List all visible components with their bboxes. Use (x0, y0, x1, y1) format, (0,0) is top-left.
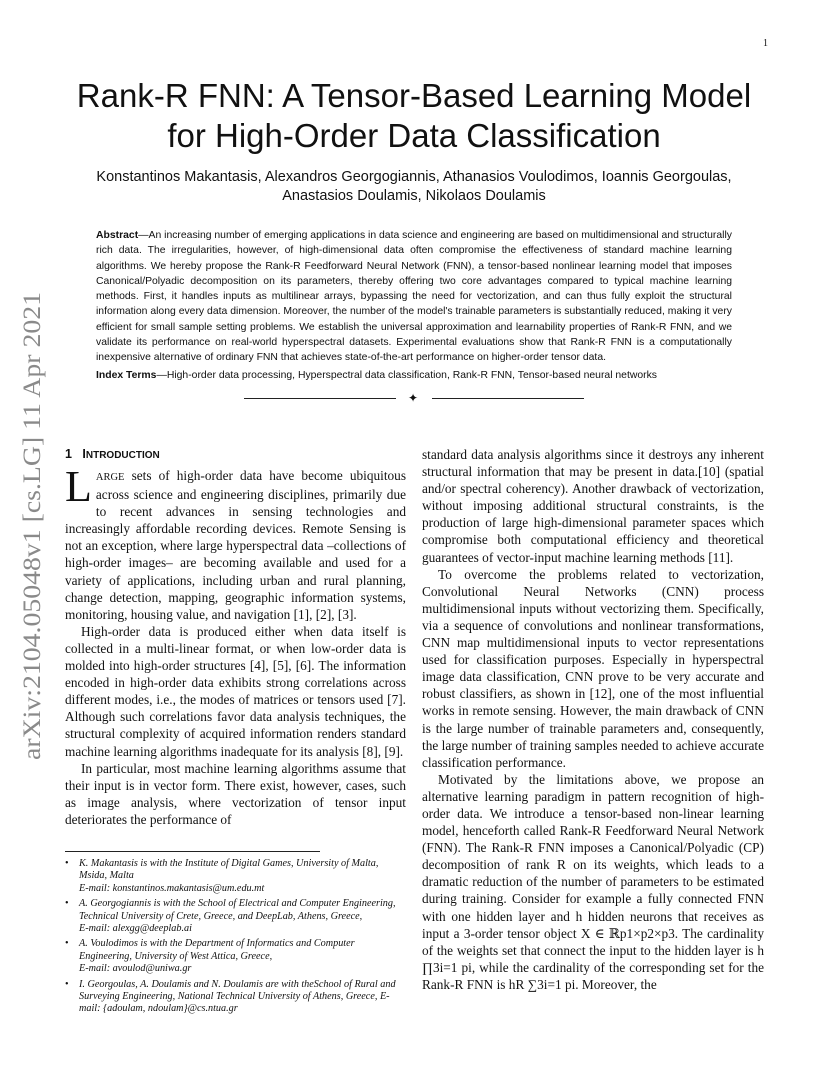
title-line-1: Rank-R FNN: A Tensor-Based Learning Model (76, 77, 752, 114)
intro-paragraph-1-text: sets of high-order data have become ubiquitous across science and engineering disciplines, primarily due to recent advances in sensing technologies and increasingly affordable recording devices. Remote Sensing is not an exception, where large hyperspectral data –collections of high-order images– are becoming available and used for a variety of applications, including urban and rural planning, change detection, mapping, geographic information systems, monitoring, housing value, and navigation [1], [2], [3]. (65, 468, 406, 622)
separator-rule-left (244, 398, 396, 399)
footnote-affiliation: A. Georgogiannis is with the School of Electrical and Computer Engineering, Technical University of Crete, Greece, and DeepLab, Athens, Greece, (79, 898, 396, 922)
lead-word: ARGE (95, 472, 125, 483)
footnote-item (65, 898, 406, 935)
footnote-item (65, 938, 406, 975)
separator-diamond-icon: ✦ (408, 391, 419, 405)
arxiv-identifier: arXiv:2104.05048v1 [cs.LG] 11 Apr 2021 (19, 338, 46, 760)
footnote-affiliation: K. Makantasis is with the Institute of Digital Games, University of Malta, Msida, Malta (79, 858, 379, 882)
intro-paragraph-5: To overcome the problems related to vectorization, Convolutional Neural Networks (CNN) process multidimensional inputs without vectorizing them. Specifically, via a sequence of convolutions and nonlinear transformations, CNN map multidimensional inputs to vector representations used for classification purposes. Especially in hyperspectral image data classification, CNN prove to be very accurate and robust classifiers, as shown in [12], one of the most influential works in remote sensing. However, the main drawback of CNN is the large number of trainable parameters and, consequently, the large number of training samples needed to achieve accurate classification performance. (422, 566, 764, 770)
separator-rule-right (432, 398, 584, 399)
section-separator (244, 392, 584, 406)
section-title-rest: NTRODUCTION (85, 450, 160, 461)
right-column (422, 446, 764, 993)
intro-paragraph-3: In particular, most machine learning algorithms assume that their input is in vector form. There exist, however, cases, such as image analysis, where vectorization of tensor input deteriorates the performance of (65, 760, 406, 827)
footnote-email: E-mail: konstantinos.makantasis@um.edu.mt (79, 882, 265, 894)
footnote-bullet-icon: • (65, 938, 69, 950)
drop-cap: L (65, 462, 92, 511)
page-number: 1 (763, 38, 768, 49)
section-heading (65, 446, 406, 464)
intro-paragraph-2: High-order data is produced either when data itself is collected in a multi-linear format, or when low-order data is molded into high-order structures [4], [5], [6]. The information encoded in high-order data exhibits strong correlations across different modes, i.e., the modes of matrices or tensors used [7]. Although such correlations favor data analysis techniques, the structural complexity of acquired information renders standard machine learning algorithms inadequate for its analysis [8], [9]. (65, 623, 406, 759)
footnote-bullet-icon: • (65, 858, 69, 869)
left-column (65, 446, 406, 828)
affiliation-footnotes (65, 858, 406, 1019)
abstract-label: Abstract (96, 230, 139, 241)
section-title-initial: I (82, 447, 86, 461)
footnote-item (65, 858, 406, 895)
index-terms-text: —High-order data processing, Hyperspectral data classification, Rank-R FNN, Tensor-based neural networks (156, 370, 657, 381)
arxiv-stamp (2, 290, 62, 760)
author-list (60, 168, 768, 206)
index-terms-label: Index Terms (96, 370, 157, 381)
intro-paragraph-4: standard data analysis algorithms since it destroys any inherent structural information that may be present in data.[10] (spatial and/or spectral coherency). Another drawback of vectorization, without imposing additional structural constraints, is the production of large high-dimensional parameter spaces which compromise both computational efficiency and theoretical guarantees of vector-input machine learning methods [11]. (422, 447, 764, 565)
footnote-email: E-mail: alexgg@deeplab.ai (79, 923, 192, 935)
abstract-text: —An increasing number of emerging applications in data science and engineering are based on multidimensional and structurally rich data. The irregularities, however, of high-dimensional data often compromise the effectiveness of standard machine learning algorithms. We hereby propose the Rank-R Feedforward Neural Network (FNN), a tensor-based nonlinear learning model that imposes Canonical/Polyadic decomposition on its parameters, thereby offering two core advantages compared to typical machine learning methods. First, it handles inputs as multilinear arrays, bypassing the need for vectorization, and can thus fully exploit the structural information along every data dimension. Moreover, the number of the model's trainable parameters is substantially reduced, making it very efficient for small sample setting problems. We establish the universal approximation and learnability properties of Rank-R FNN, and we validate its performance on real-world hyperspectral datasets. Experimental evaluations show that Rank-R FNN is a computationally inexpensive alternative of ordinary FNN that achieves state-of-the-art performance on higher-order tensor data. (96, 230, 732, 364)
footnote-affiliation: I. Georgoulas, A. Doulamis and N. Doulamis are with theSchool of Rural and Surveying Engineering, National Technical University of Athens, Greece, E-mail: {adoulam, ndoulam}@cs.ntua.gr (79, 978, 396, 1015)
section-number: 1 (65, 447, 72, 461)
abstract (96, 228, 732, 366)
authors-line-1: Konstantinos Makantasis, Alexandros Georgogiannis, Athanasios Voulodimos, Ioannis Georgoulas, (96, 169, 732, 185)
paper-title (40, 76, 788, 156)
title-line-2: for High-Order Data Classification (167, 117, 661, 154)
authors-line-2: Anastasios Doulamis, Nikolaos Doulamis (282, 188, 546, 204)
footnote-email: E-mail: avoulod@uniwa.gr (79, 963, 192, 975)
intro-paragraph-1 (65, 462, 406, 623)
footnote-rule (65, 851, 320, 852)
footnote-bullet-icon: • (65, 898, 69, 910)
footnote-item (65, 979, 406, 1016)
intro-paragraph-6: Motivated by the limitations above, we propose an alternative learning paradigm in pattern recognition of high-order data. We introduce a tensor-based non-linear learning model, henceforth called Rank-R Feedforward Neural Network (FNN). The Rank-R FNN imposes a Canonical/Polyadic (CP) decomposition of rank R on its weights, which leads to a dramatic reduction of the number of parameters to be estimated during training. Consider for example a fully connected FNN with one hidden layer and h hidden neurons that receives as input a 3-order tensor object X ∈ ℝp1×p2×p3. The cardinality of the weights set that connect the input to the hidden layer is h ∏3i=1 pi, while the cardinality of the corresponding set for the Rank-R FNN is hR ∑3i=1 pi. Moreover, the (422, 771, 764, 992)
footnote-affiliation: A. Voulodimos is with the Department of Informatics and Computer Engineering, University of West Attica, Greece, (79, 938, 355, 962)
footnote-bullet-icon: • (65, 978, 69, 990)
index-terms (96, 369, 732, 383)
